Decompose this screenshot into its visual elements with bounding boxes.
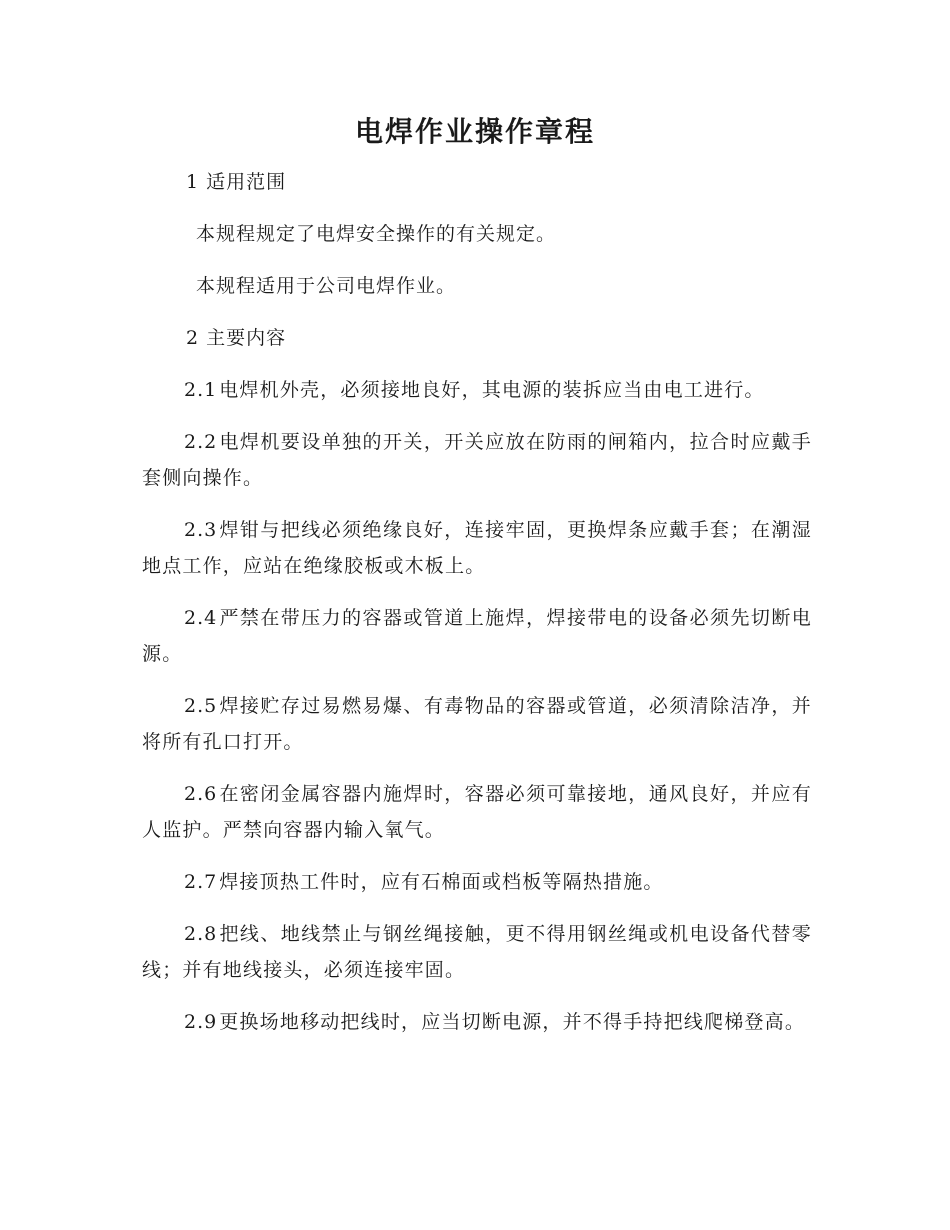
item-number: 2.1 (184, 379, 218, 401)
list-item (142, 372, 812, 408)
item-text: 更换场地移动把线时，应当切断电源，并不得手持把线爬梯登高。 (219, 1011, 806, 1033)
item-number: 2.4 (184, 607, 218, 629)
item-text: 电焊机外壳，必须接地良好，其电源的装拆应当由电工进行。 (219, 379, 765, 401)
item-text: 焊接贮存过易燃易爆、有毒物品的容器或管道，必须清除洁净，并将所有孔口打开。 (142, 695, 812, 753)
section-heading-scope: 1 适用范围 (186, 171, 287, 193)
list-item (142, 1004, 812, 1040)
item-number: 2.8 (184, 923, 218, 945)
list-item (142, 864, 812, 900)
item-text: 电焊机要设单独的开关，开关应放在防雨的闸箱内，拉合时应戴手套侧向操作。 (142, 431, 812, 489)
scope-paragraph: 本规程规定了电焊安全操作的有关规定。 (196, 223, 557, 245)
item-number: 2.9 (184, 1011, 218, 1033)
list-item (142, 688, 812, 760)
list-item (142, 916, 812, 988)
page-title: 电焊作业操作章程 (354, 115, 595, 148)
list-item (142, 512, 812, 584)
item-number: 2.6 (184, 783, 218, 805)
list-item (142, 600, 812, 672)
document-body (142, 164, 812, 1056)
scope-paragraph: 本规程适用于公司电焊作业。 (196, 275, 457, 297)
item-number: 2.3 (184, 519, 218, 541)
item-text: 严禁在带压力的容器或管道上施焊，焊接带电的设备必须先切断电源。 (142, 607, 812, 665)
list-item (142, 776, 812, 848)
item-number: 2.2 (184, 431, 218, 453)
list-item (142, 424, 812, 496)
section-heading-content: 2 主要内容 (186, 327, 287, 349)
item-number: 2.5 (184, 695, 218, 717)
item-text: 在密闭金属容器内施焊时，容器必须可靠接地，通风良好，并应有人监护。严禁向容器内输入氧气。 (142, 783, 812, 841)
item-number: 2.7 (184, 871, 218, 893)
item-text: 把线、地线禁止与钢丝绳接触，更不得用钢丝绳或机电设备代替零线；并有地线接头，必须连接牢固。 (142, 923, 812, 981)
item-text: 焊接顶热工件时，应有石棉面或档板等隔热措施。 (219, 871, 664, 893)
item-text: 焊钳与把线必须绝缘良好，连接牢固，更换焊条应戴手套；在潮湿地点工作，应站在绝缘胶板或木板上。 (142, 519, 812, 577)
